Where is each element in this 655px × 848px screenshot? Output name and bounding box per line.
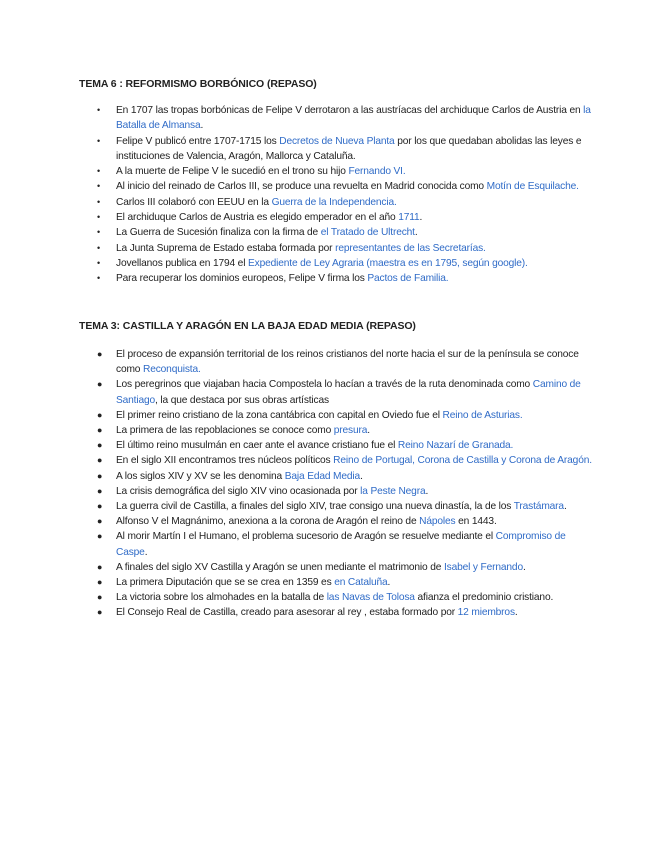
list-item	[79, 529, 599, 559]
bullet-icon: ●	[97, 516, 103, 527]
bullet-icon: •	[97, 105, 101, 115]
bullet-icon: ●	[97, 607, 103, 618]
item-text-after: .	[522, 561, 526, 573]
item-text: Felipe V publicó entre 1707-1715 los	[116, 135, 280, 147]
highlighted-answer: representantes de las Secretarías.	[335, 242, 486, 254]
list-item	[79, 605, 599, 620]
bullet-icon: ●	[97, 470, 103, 481]
highlighted-answer: Motín de Esquilache.	[486, 181, 579, 193]
list-item	[79, 103, 599, 134]
highlighted-answer: Isabel y Fernando	[443, 561, 523, 573]
bullet-icon: •	[97, 227, 101, 238]
item-text: El archiduque Carlos de Austria es elegido emperador en el año	[116, 212, 399, 224]
highlighted-answer: Pactos de Familia.	[367, 273, 449, 285]
bullet-icon: •	[97, 196, 101, 207]
item-text: A la muerte de Felipe V le sucedió en el trono su hijo	[116, 166, 349, 178]
highlighted-answer: Reconquista.	[143, 364, 201, 376]
highlighted-answer: Nápoles	[419, 516, 456, 528]
list-item	[79, 590, 599, 605]
list-item	[79, 423, 599, 438]
item-text: El primer reino cristiano de la zona cantábrica con capital en Oviedo fue el	[116, 409, 443, 421]
list-item	[79, 377, 599, 407]
item-text-after: por los que quedaban abolidas las leyes e instituciones de Valencia, Aragón, Mallorca y Cataluña.	[116, 135, 582, 162]
item-text: En 1707 las tropas borbónicas de Felipe V derrotaron a las austríacas del archiduque Carlos de Austria en	[116, 105, 584, 116]
highlighted-answer: las Navas de Tolosa	[326, 592, 415, 604]
bullet-list	[79, 347, 599, 621]
section-tema-6	[79, 78, 599, 287]
highlighted-answer: Trastámara	[513, 501, 564, 513]
item-text-after: .	[367, 425, 370, 437]
bullet-icon: •	[97, 242, 101, 253]
item-text: Jovellanos publica en 1794 el	[116, 257, 248, 269]
highlighted-answer: 1711	[398, 212, 420, 224]
highlighted-answer: Guerra de la Independencia.	[271, 196, 397, 208]
list-item	[79, 453, 599, 468]
highlighted-answer: Expediente de Ley Agraria (maestra es en 1795, según google).	[248, 257, 528, 269]
highlighted-answer: Compromiso de Caspe	[116, 531, 566, 558]
item-text: Carlos III colaboró con EEUU en la	[116, 196, 272, 208]
item-text-after: afianza el predominio cristiano.	[414, 592, 554, 604]
list-item	[79, 241, 599, 256]
list-item	[79, 347, 599, 377]
bullet-icon: ●	[97, 379, 103, 390]
list-item	[79, 408, 599, 423]
bullet-icon: ●	[97, 561, 103, 572]
list-item	[79, 514, 599, 529]
list-item	[79, 271, 599, 286]
bullet-icon: ●	[97, 577, 103, 588]
item-text: Los peregrinos que viajaban hacia Compostela lo hacían a través de la ruta denominada como	[116, 379, 533, 391]
highlighted-answer: Camino de Santiago	[116, 379, 581, 406]
bullet-icon: •	[97, 181, 101, 192]
bullet-icon: •	[97, 166, 101, 177]
bullet-icon: ●	[97, 592, 103, 603]
item-text: La Junta Suprema de Estado estaba formada por	[116, 242, 336, 254]
bullet-icon: •	[97, 273, 101, 284]
item-text: La guerra civil de Castilla, a finales del siglo XIV, trae consigo una nueva dinastía, la de los	[116, 501, 514, 513]
item-text: La primera de las repoblaciones se conoce como	[116, 425, 334, 437]
item-text-after: .	[425, 485, 429, 497]
bullet-list	[79, 103, 599, 287]
highlighted-answer: Baja Edad Media	[284, 470, 361, 482]
list-item	[79, 210, 599, 225]
list-item	[79, 484, 599, 499]
highlighted-answer: Reino de Asturias.	[442, 409, 523, 421]
list-item	[79, 499, 599, 514]
bullet-icon: ●	[97, 425, 103, 436]
highlighted-answer: en Cataluña	[334, 577, 388, 589]
section-title: TEMA 3: CASTILLA Y ARAGÓN EN LA BAJA EDAD MEDIA (REPASO)	[79, 320, 416, 332]
bullet-icon: ●	[97, 440, 103, 451]
highlighted-answer: la Batalla de Almansa	[116, 105, 591, 132]
bullet-icon: •	[97, 212, 101, 223]
item-text-after: .	[563, 501, 567, 513]
item-text: El Consejo Real de Castilla, creado para asesorar al rey , estaba formado por	[116, 607, 458, 619]
item-text-after: en 1443.	[455, 516, 497, 528]
item-text-after: .	[419, 212, 423, 224]
item-text: En el siglo XII encontramos tres núcleos políticos	[116, 455, 334, 467]
item-text: El proceso de expansión territorial de los reinos cristianos del norte hacia el sur de la península se conoce como	[116, 349, 579, 376]
item-text-after: .	[414, 227, 418, 239]
list-item	[79, 438, 599, 453]
item-text: La victoria sobre los almohades en la batalla de	[116, 592, 327, 604]
item-text-after: .	[360, 470, 363, 482]
bullet-icon: •	[97, 135, 101, 146]
item-text: Alfonso V el Magnánimo, anexiona a la corona de Aragón el reino de	[116, 516, 420, 528]
list-item	[79, 134, 599, 165]
list-item	[79, 225, 599, 240]
item-text: A los siglos XIV y XV se les denomina	[116, 470, 285, 482]
item-text-after: .	[144, 546, 148, 558]
highlighted-answer: Decretos de Nueva Planta	[279, 135, 395, 147]
highlighted-answer: el Tratado de Ultrecht	[320, 227, 415, 239]
item-text-after: .	[387, 577, 391, 589]
bullet-icon: ●	[97, 409, 103, 420]
bullet-icon: ●	[97, 485, 103, 496]
section-title: TEMA 6 : REFORMISMO BORBÓNICO (REPASO)	[79, 78, 317, 90]
highlighted-answer: Reino Nazarí de Granada.	[397, 440, 514, 452]
highlighted-answer: 12 miembros	[457, 607, 515, 619]
highlighted-answer: presura	[333, 425, 368, 437]
item-text-after: .	[200, 120, 204, 132]
section-tema-3	[79, 320, 599, 621]
item-text: La Guerra de Sucesión finaliza con la firma de	[116, 227, 321, 239]
item-text: La crisis demográfica del siglo XIV vino ocasionada por	[116, 485, 361, 497]
bullet-icon: ●	[97, 349, 103, 359]
list-item	[79, 256, 599, 271]
item-text-after: , la que destaca por sus obras artísticas	[155, 394, 329, 406]
item-text-after: .	[514, 607, 518, 619]
list-item	[79, 469, 599, 484]
item-text: El último reino musulmán en caer ante el avance cristiano fue el	[116, 440, 398, 452]
item-text: Al morir Martín I el Humano, el problema sucesorio de Aragón se resuelve mediante el	[116, 531, 496, 543]
bullet-icon: ●	[97, 531, 103, 542]
list-item	[79, 164, 599, 179]
list-item	[79, 179, 599, 194]
bullet-icon: •	[97, 257, 101, 268]
list-item	[79, 575, 599, 590]
bullet-icon: ●	[97, 501, 103, 512]
list-item	[79, 560, 599, 575]
highlighted-answer: la Peste Negra	[360, 485, 426, 497]
bullet-icon: ●	[97, 455, 103, 466]
item-text: Al inicio del reinado de Carlos III, se produce una revuelta en Madrid conocida como	[116, 181, 487, 193]
item-text: A finales del siglo XV Castilla y Aragón se unen mediante el matrimonio de	[116, 561, 444, 573]
list-item	[79, 195, 599, 210]
highlighted-answer: Fernando VI.	[348, 166, 406, 178]
highlighted-answer: Reino de Portugal, Corona de Castilla y Corona de Aragón.	[333, 455, 592, 467]
item-text: La primera Diputación que se se crea en 1359 es	[116, 577, 335, 589]
item-text: Para recuperar los dominios europeos, Felipe V firma los	[116, 273, 368, 285]
